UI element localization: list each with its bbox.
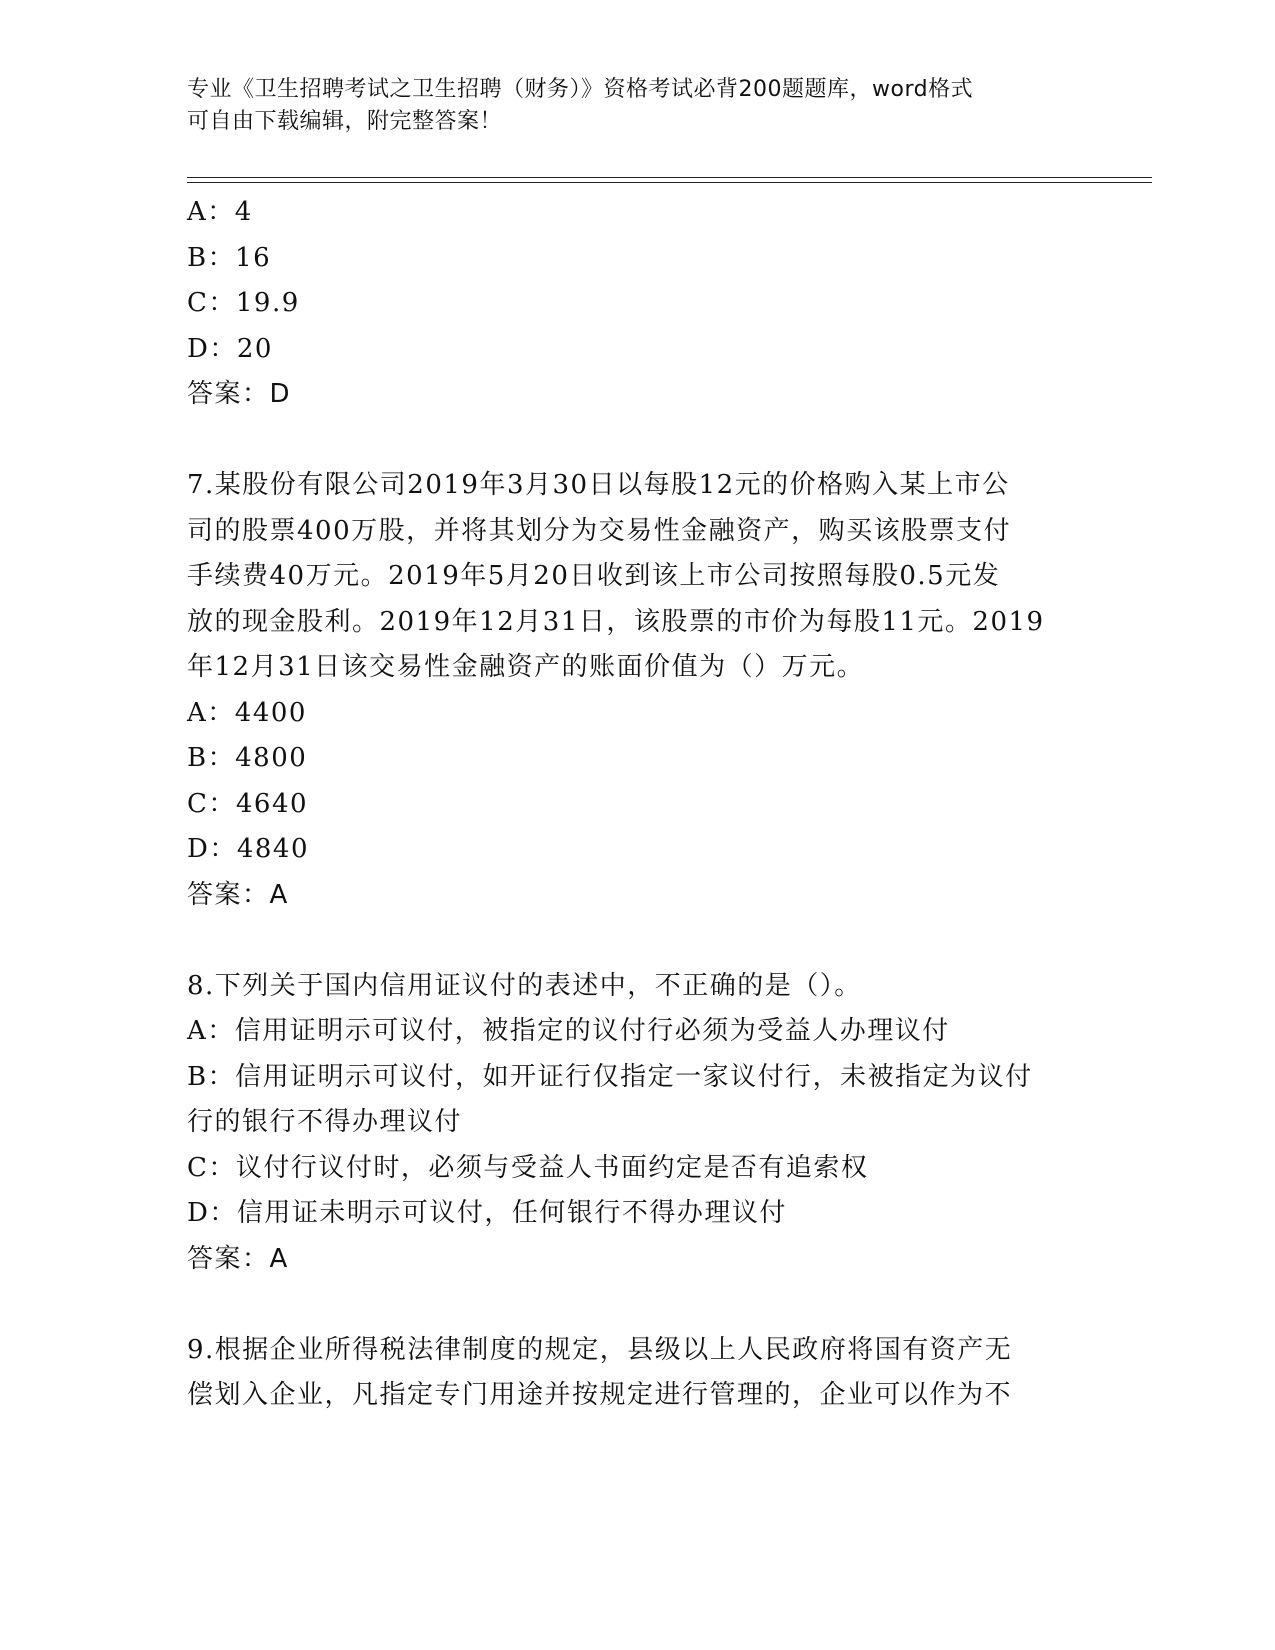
answer: 答案：D [187,379,292,409]
answer: 答案：A [187,1243,289,1274]
question-stem-line: 司的股票400万股，并将其划分为交易性金融资产，购买该股票支付 [187,515,1012,546]
option-d: D：20 [187,333,273,364]
option-d: D：信用证未明示可议付，任何银行不得办理议付 [187,1198,787,1228]
answer: 答案：A [187,879,289,910]
question-stem-line: 放的现金股利。2019年12月31日，该股票的市价为每股11元。2019 [187,606,1045,637]
header-line-1: 专业《卫生招聘考试之卫生招聘（财务）》资格考试必背200题题库，word格式 [187,77,974,102]
option-b-continued: 行的银行不得办理议付 [187,1107,463,1137]
question-stem-line: 偿划入企业，凡指定专门用途并按规定进行管理的，企业可以作为不 [187,1380,1013,1410]
option-b: B：16 [187,242,272,273]
option-c: C：4640 [187,788,309,819]
option-a: A：4 [187,197,253,227]
option-d: D：4840 [187,834,310,864]
spacer [187,1282,1087,1328]
question-6 [187,190,1087,418]
option-b: B：信用证明示可议付，如开证行仅指定一家议付行，未被指定为议付 [187,1061,1033,1092]
header-divider-bottom [187,182,1152,183]
question-stem-line: 年12月31日该交易性金融资产的账面价值为（）万元。 [187,652,865,682]
question-stem-line: 8.下列关于国内信用证议付的表述中，不正确的是（）。 [187,970,862,1001]
option-a: A：4400 [187,697,307,728]
question-stem-line: 7.某股份有限公司2019年3月30日以每股12元的价格购入某上市公 [187,470,1010,500]
question-stem-line: 9.根据企业所得税法律制度的规定，县级以上人民政府将国有资产无 [187,1334,1013,1365]
spacer [187,418,1087,464]
option-b: B：4800 [187,743,308,773]
option-c: C：议付行议付时，必须与受益人书面约定是否有追索权 [187,1152,869,1183]
document-header [187,74,1067,138]
question-7 [187,463,1087,918]
header-divider-top [187,177,1152,178]
option-c: C：19.9 [187,288,300,318]
question-stem-line: 手续费40万元。2019年5月20日收到该上市公司按照每股0.5元发 [187,561,1001,591]
option-a: A：信用证明示可议付，被指定的议付行必须为受益人办理议付 [187,1016,950,1046]
spacer [187,918,1087,964]
header-line-2: 可自由下载编辑，附完整答案！ [187,109,503,134]
question-8 [187,964,1087,1283]
document-body [187,190,1087,1419]
question-9 [187,1328,1087,1419]
